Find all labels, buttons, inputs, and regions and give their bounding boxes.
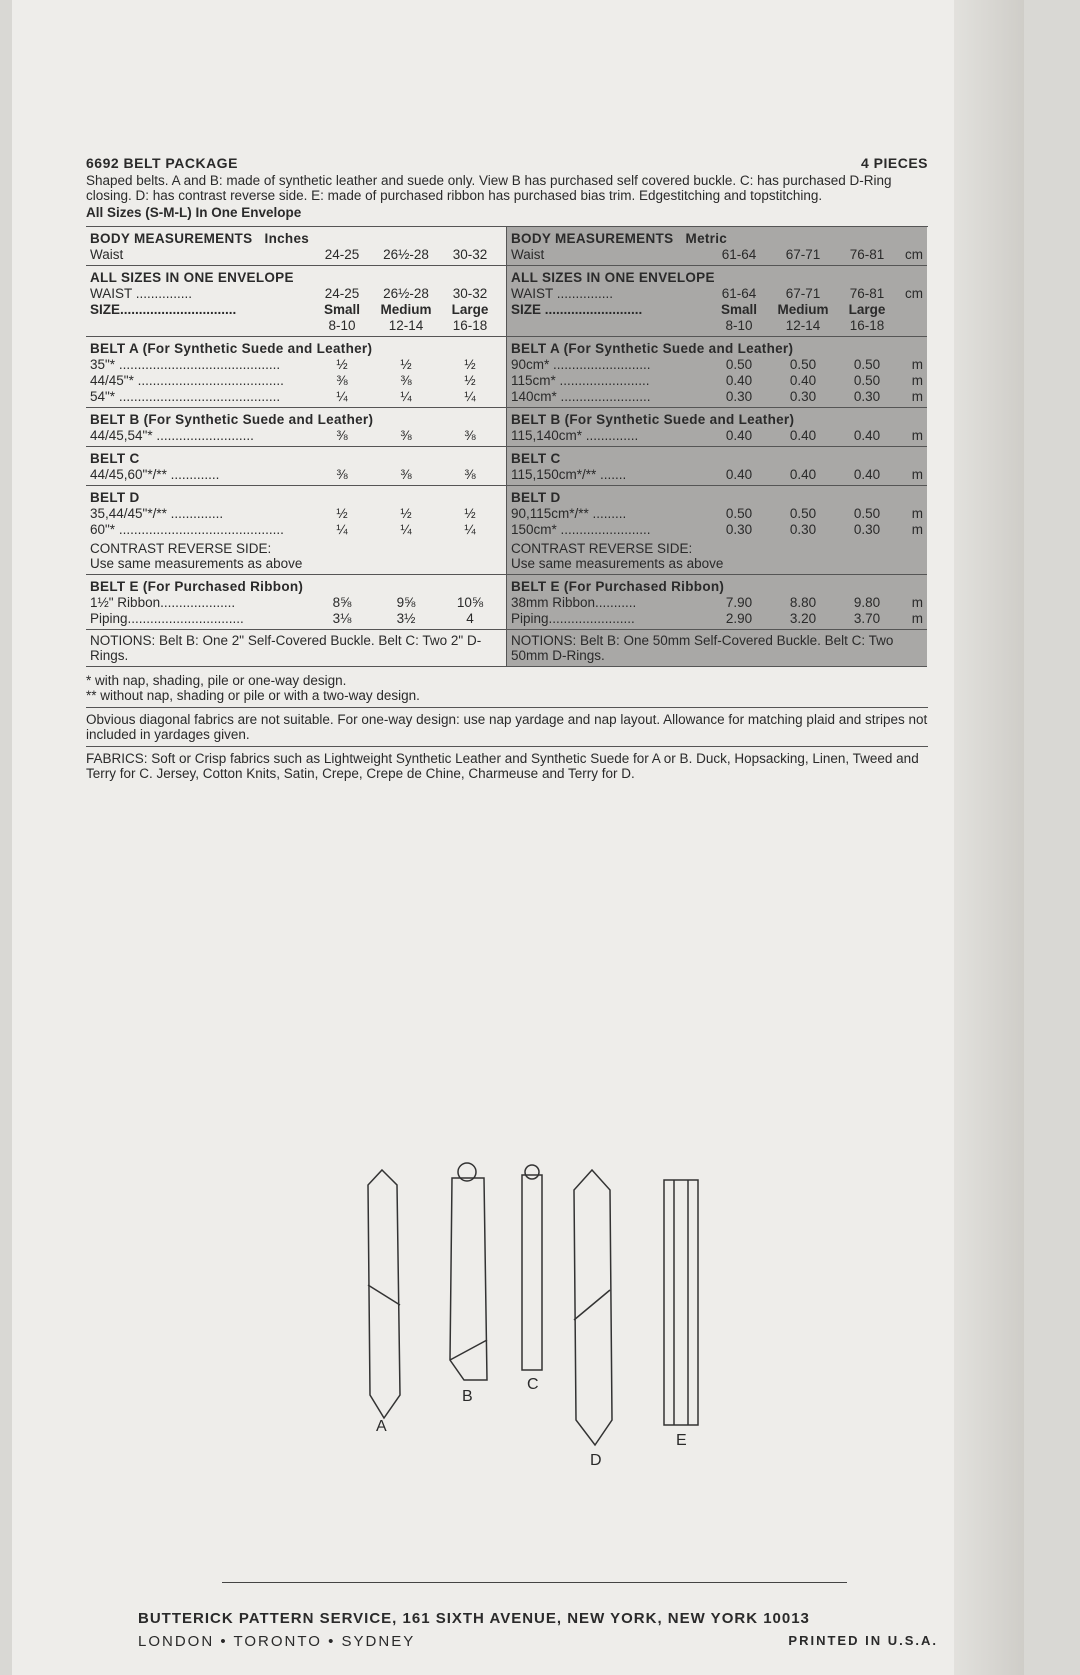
yardage-value: 0.30 [853, 521, 881, 537]
publisher-footer [138, 1610, 938, 1650]
yardage-value: ⅜ [400, 466, 412, 482]
fabric-width-label: 35,44/45"*/** .............. [90, 505, 224, 521]
yardage-value: ½ [464, 356, 476, 372]
section-title: BELT B (For Synthetic Suede and Leather) [511, 411, 795, 427]
belt-d-drawing [574, 1170, 612, 1445]
unit-label: m [911, 466, 923, 482]
size-number: 12-14 [785, 317, 821, 333]
cm-unit: cm [905, 246, 923, 262]
waist-value: 67-71 [785, 285, 821, 301]
metric-body-measurements [507, 227, 927, 266]
view-label-b: B [462, 1388, 473, 1405]
fabric-width-label: 38mm Ribbon........... [511, 594, 637, 610]
yardage-value: ½ [464, 372, 476, 388]
yardage-value: ¼ [464, 521, 476, 537]
printed-in: PRINTED IN U.S.A. [788, 1633, 938, 1648]
section-title: ALL SIZES IN ONE ENVELOPE [511, 269, 715, 285]
yardage-row [511, 594, 923, 610]
unit-label: m [911, 594, 923, 610]
metric-belt-c [507, 447, 927, 486]
cm-unit: cm [905, 285, 923, 301]
yardage-value: ½ [400, 356, 412, 372]
yardage-row [90, 610, 502, 626]
section-title: BODY MEASUREMENTS [90, 230, 253, 246]
yardage-value: ½ [336, 505, 348, 521]
pieces-count: 4 PIECES [860, 155, 928, 171]
unit-label: m [911, 356, 923, 372]
section-title: BELT C [511, 450, 561, 466]
metric-belt-b [507, 408, 927, 447]
notions-text: NOTIONS: Belt B: One 50mm Self-Covered Buckle. Belt C: Two 50mm D-Rings. [511, 633, 894, 663]
waist-value: 61-64 [721, 285, 757, 301]
yardage-value: ½ [400, 505, 412, 521]
notions-text: NOTIONS: Belt B: One 2" Self-Covered Buckle. Belt C: Two 2" D-Rings. [90, 633, 482, 663]
yardage-row [90, 466, 502, 482]
metric-belt-e [507, 575, 927, 630]
size-name: Medium [380, 301, 432, 317]
yardage-value: ½ [336, 356, 348, 372]
contrast-title: CONTRAST REVERSE SIDE: [511, 541, 693, 556]
pattern-title: 6692 BELT PACKAGE [86, 155, 238, 171]
yardage-value: ⅜ [400, 427, 412, 443]
waist-value: 67-71 [785, 246, 821, 262]
yardage-value: 3.70 [853, 610, 881, 626]
yardage-value: 0.50 [853, 505, 881, 521]
yardage-value: ⅜ [464, 466, 476, 482]
belt-b-drawing [450, 1163, 487, 1380]
yardage-value: 0.50 [789, 356, 817, 372]
yardage-value: 0.30 [789, 521, 817, 537]
size-name: Medium [777, 301, 829, 317]
view-label-d: D [590, 1452, 602, 1469]
yardage-row [90, 505, 502, 521]
section-title: BELT A (For Synthetic Suede and Leather) [511, 340, 794, 356]
size-number: 8-10 [725, 317, 753, 333]
yardage-value: ½ [464, 505, 476, 521]
publisher-address: BUTTERICK PATTERN SERVICE, 161 SIXTH AVENUE, NEW YORK, NEW YORK 10013 [138, 1610, 810, 1627]
yardage-value: ¼ [336, 388, 348, 404]
all-sizes-note: All Sizes (S-M-L) In One Envelope [86, 205, 302, 220]
waist-value: 30-32 [452, 246, 488, 262]
size-label: SIZE............................... [90, 301, 237, 317]
view-label-a: A [376, 1418, 387, 1435]
waist-value: 26½-28 [383, 285, 429, 301]
yardage-value: 8⅝ [332, 594, 352, 610]
yardage-value: 9⅝ [396, 594, 416, 610]
yardage-row [511, 521, 923, 537]
fabric-width-label: 115,140cm* .............. [511, 427, 639, 443]
yardage-row [90, 356, 502, 372]
section-title: BELT D [90, 489, 140, 505]
yardage-value: 0.40 [789, 466, 817, 482]
divider [86, 707, 928, 708]
metric-belt-d [507, 486, 927, 575]
yardage-value: ⅜ [336, 427, 348, 443]
section-title: BELT C [90, 450, 140, 466]
view-label-e: E [676, 1432, 687, 1449]
fabric-width-label: 1½" Ribbon.................... [90, 594, 236, 610]
yardage-value: 3½ [396, 610, 416, 626]
inches-table [86, 227, 506, 667]
yardage-row [90, 521, 502, 537]
waist-label: WAIST ............... [511, 285, 614, 301]
pattern-envelope [12, 0, 1024, 1675]
yardage-value: ¼ [400, 388, 412, 404]
section-title: ALL SIZES IN ONE ENVELOPE [90, 269, 294, 285]
unit-label: Inches [264, 230, 310, 246]
waist-value: 61-64 [721, 246, 757, 262]
section-title: BELT E (For Purchased Ribbon) [511, 578, 725, 594]
fabric-width-label: 115,150cm*/** ....... [511, 466, 627, 482]
yardage-row [511, 427, 923, 443]
yardage-value: 0.40 [725, 372, 753, 388]
section-title: BELT A (For Synthetic Suede and Leather) [90, 340, 373, 356]
yardage-value: 0.40 [853, 466, 881, 482]
waist-label: WAIST ............... [90, 285, 193, 301]
yardage-row [511, 356, 923, 372]
yardage-row [511, 372, 923, 388]
inches-belt-c [86, 447, 506, 486]
inches-belt-d [86, 486, 506, 575]
section-title: BELT D [511, 489, 561, 505]
yardage-value: 0.30 [853, 388, 881, 404]
fabric-width-label: Piping....................... [511, 610, 635, 626]
yardage-value: 0.40 [789, 372, 817, 388]
inches-notions [86, 630, 506, 667]
yardage-value: 9.80 [853, 594, 881, 610]
fabric-notes [86, 673, 928, 781]
section-title: BELT E (For Purchased Ribbon) [90, 578, 304, 594]
inches-belt-e [86, 575, 506, 630]
yardage-row [90, 427, 502, 443]
yardage-row [511, 466, 923, 482]
divider [86, 746, 928, 747]
waist-value: 24-25 [324, 246, 360, 262]
yardage-value: ¼ [400, 521, 412, 537]
unit-label: m [911, 610, 923, 626]
contrast-text: Use same measurements as above [90, 556, 303, 571]
size-name: Small [720, 301, 758, 317]
header [86, 156, 928, 171]
contrast-title: CONTRAST REVERSE SIDE: [90, 541, 272, 556]
yardage-value: 0.50 [853, 372, 881, 388]
waist-value: 26½-28 [383, 246, 429, 262]
size-name: Large [451, 301, 489, 317]
unit-label: m [911, 505, 923, 521]
fabric-width-label: 44/45,54"* .......................... [90, 427, 254, 443]
yardage-value: ⅜ [400, 372, 412, 388]
yardage-value: 0.50 [789, 505, 817, 521]
diagonal-note: Obvious diagonal fabrics are not suitable. For one-way design: use nap yardage and nap layout. Allowance for matching plaid and stripes not included in yardages given. [86, 712, 928, 742]
size-number: 8-10 [328, 317, 356, 333]
view-label-c: C [527, 1376, 539, 1393]
yardage-value: 2.90 [725, 610, 753, 626]
size-name: Large [848, 301, 886, 317]
yardage-value: 10⅝ [456, 594, 484, 610]
yardage-value: ¼ [464, 388, 476, 404]
fabric-width-label: Piping............................... [90, 610, 244, 626]
size-number: 12-14 [388, 317, 424, 333]
yardage-value: 0.30 [725, 388, 753, 404]
inches-belt-a [86, 337, 506, 408]
fabric-width-label: 60"* ............................................ [90, 521, 284, 537]
nap-note: ** without nap, shading or pile or with a two-way design. [86, 688, 420, 703]
contrast-text: Use same measurements as above [511, 556, 724, 571]
fabrics-note: FABRICS: Soft or Crisp fabrics such as Lightweight Synthetic Leather and Synthetic Suede for A or B. Duck, Hopsacking, Linen, Tweed and Terry for C. Jersey, Cotton Knits, Satin, Crepe, Crepe de Chine, Charmeuse and Terry for D. [86, 751, 919, 781]
yardage-row [511, 388, 923, 404]
yardage-value: ⅜ [336, 466, 348, 482]
belt-views-drawing [352, 1160, 752, 1480]
pattern-description: Shaped belts. A and B: made of synthetic leather and suede only. View B has purchased self covered buckle. C: has purchased D-Ring closing. D: has contrast reverse side. E: made of purchased ribbon has purchased bias trim. Edgestitching and topstitching. [86, 173, 892, 203]
yardage-value: 0.50 [725, 505, 753, 521]
metric-notions [507, 630, 927, 667]
unit-label: m [911, 388, 923, 404]
fabric-width-label: 115cm* ........................ [511, 372, 650, 388]
size-name: Small [323, 301, 361, 317]
fabric-width-label: 44/45"* ....................................... [90, 372, 284, 388]
unit-label: m [911, 372, 923, 388]
fabric-width-label: 150cm* ........................ [511, 521, 651, 537]
waist-value: 30-32 [452, 285, 488, 301]
fabric-width-label: 90,115cm*/** ......... [511, 505, 627, 521]
fabric-width-label: 54"* ........................................... [90, 388, 281, 404]
size-number: 16-18 [849, 317, 885, 333]
footer-divider [222, 1582, 847, 1583]
yardage-row [90, 372, 502, 388]
waist-value: 76-81 [849, 285, 885, 301]
metric-belt-a [507, 337, 927, 408]
yardage-value: 0.50 [853, 356, 881, 372]
yardage-value: 0.30 [789, 388, 817, 404]
envelope-flap-edge [954, 0, 1024, 1675]
belt-c-drawing [522, 1165, 542, 1370]
size-label: SIZE .......................... [511, 301, 643, 317]
nap-note: * with nap, shading, pile or one-way design. [86, 673, 347, 688]
waist-value: 24-25 [324, 285, 360, 301]
yardage-row [511, 505, 923, 521]
belt-line-art [352, 1160, 752, 1480]
inches-envelope-sizes [86, 266, 506, 337]
fabric-width-label: 44/45,60"*/** ............. [90, 466, 220, 482]
unit-label: m [911, 521, 923, 537]
waist-value: 76-81 [849, 246, 885, 262]
yardage-row [90, 594, 502, 610]
size-number: 16-18 [452, 317, 488, 333]
yardage-value: 0.40 [853, 427, 881, 443]
section-title: BELT B (For Synthetic Suede and Leather) [90, 411, 374, 427]
yardage-value: ⅜ [464, 427, 476, 443]
yardage-value: ⅜ [336, 372, 348, 388]
yardage-value: 8.80 [789, 594, 817, 610]
yardage-value: 4 [466, 610, 474, 626]
yardage-value: 3.20 [789, 610, 817, 626]
yardage-row [511, 610, 923, 626]
metric-table [506, 227, 927, 667]
yardage-value: ¼ [336, 521, 348, 537]
yardage-value: 0.40 [789, 427, 817, 443]
waist-label: Waist [90, 246, 124, 262]
metric-envelope-sizes [507, 266, 927, 337]
section-title: BODY MEASUREMENTS [511, 230, 674, 246]
yardage-row [90, 388, 502, 404]
publisher-cities: LONDON • TORONTO • SYDNEY [138, 1633, 416, 1650]
yardage-value: 3⅛ [332, 610, 352, 626]
yardage-value: 0.40 [725, 427, 753, 443]
unit-label: m [911, 427, 923, 443]
fabric-width-label: 35"* ........................................... [90, 356, 281, 372]
yardage-value: 0.50 [725, 356, 753, 372]
pattern-info [86, 156, 928, 781]
yardage-value: 0.40 [725, 466, 753, 482]
inches-belt-b [86, 408, 506, 447]
fabric-width-label: 140cm* ........................ [511, 388, 651, 404]
belt-a-drawing [368, 1170, 400, 1418]
yardage-tables [86, 226, 928, 667]
unit-label: Metric [685, 230, 728, 246]
yardage-value: 7.90 [725, 594, 753, 610]
waist-label: Waist [511, 246, 545, 262]
yardage-value: 0.30 [725, 521, 753, 537]
inches-body-measurements [86, 227, 506, 266]
fabric-width-label: 90cm* .......................... [511, 356, 651, 372]
belt-e-drawing [664, 1180, 698, 1425]
